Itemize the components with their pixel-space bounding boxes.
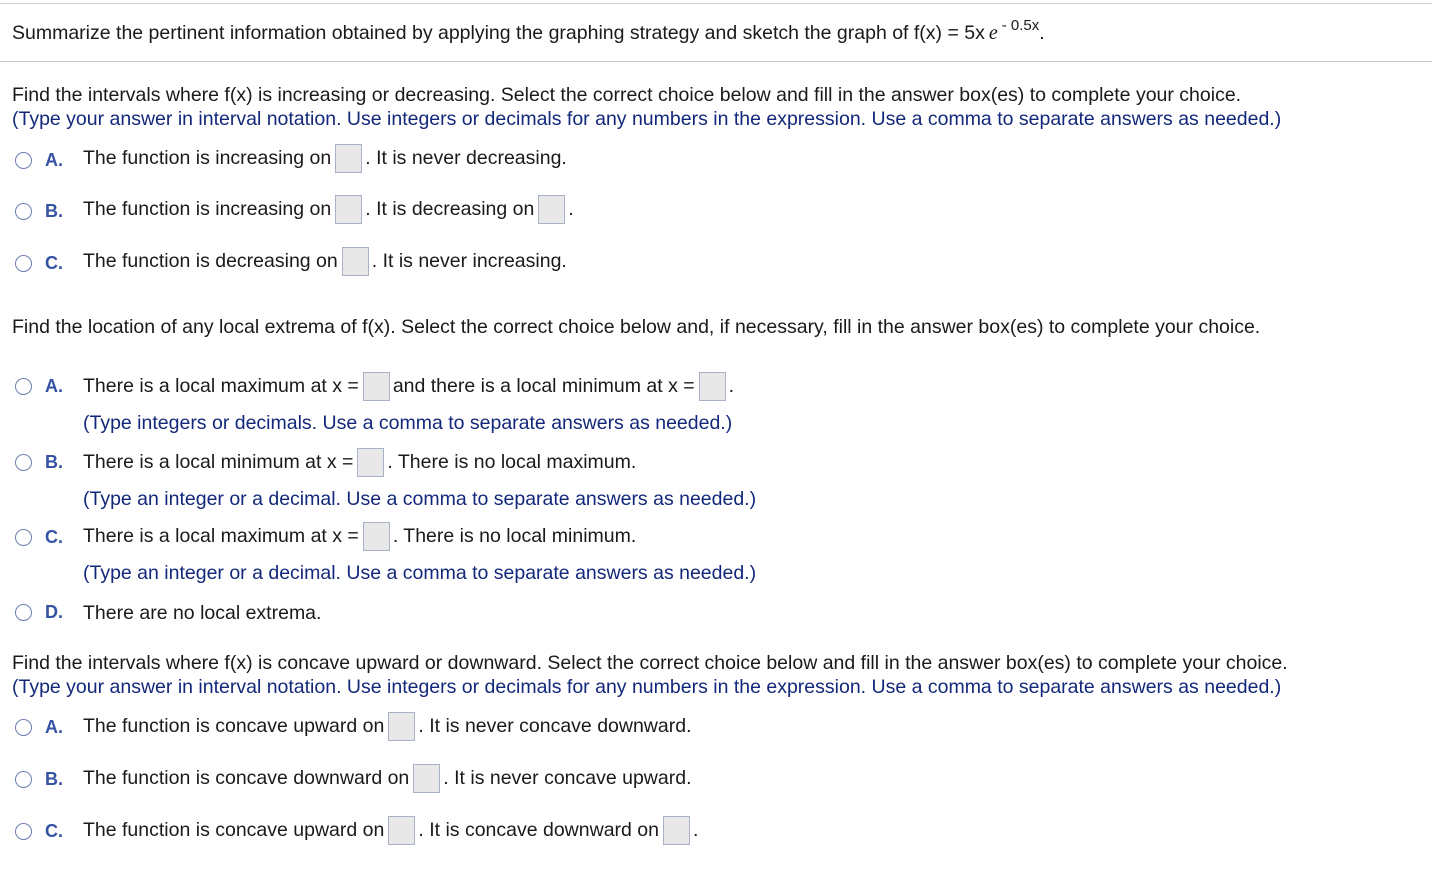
choice-line [83, 522, 636, 551]
choice-letter: A. [45, 376, 63, 396]
q2-prompt: Find the location of any local extrema of f(x). Select the correct choice below and, if necessary, fill in the answer box(es) to complete your choice. [12, 316, 1261, 338]
q3-choice-c-radio[interactable] [15, 823, 32, 840]
q2-b-hint: (Type an integer or a decimal. Use a comma to separate answers as needed.) [83, 488, 757, 510]
choice-text: The function is increasing on [83, 147, 332, 169]
problem-statement [12, 17, 1045, 45]
choice-line [83, 764, 692, 793]
choice-letter: C. [45, 253, 63, 273]
q2-c-hint: (Type an integer or a decimal. Use a comma to separate answers as needed.) [83, 562, 757, 584]
choice-line [83, 247, 567, 276]
choice-letter: C. [45, 821, 63, 841]
q1-c-decreasing-input[interactable] [342, 247, 369, 276]
problem-statement-text: Summarize the pertinent information obtained by applying the graphing strategy and sketch the graph of f(x) = 5x [12, 22, 985, 44]
choice-text: . It is never concave upward. [443, 767, 692, 789]
choice-letter: D. [45, 602, 63, 622]
top-border [0, 3, 1432, 4]
q1-prompt: Find the intervals where f(x) is increasing or decreasing. Select the correct choice below and fill in the answer box(es) to complete your choice. [12, 84, 1242, 106]
euler-e-symbol: e [988, 22, 998, 44]
choice-letter: B. [45, 452, 63, 472]
choice-text: There is a local maximum at x = [83, 525, 359, 547]
choice-text: The function is decreasing on [83, 250, 338, 272]
choice-text: and there is a local minimum at x = [392, 375, 695, 397]
choice-text: The function is concave upward on [83, 819, 385, 841]
choice-text: . It is never decreasing. [365, 147, 567, 169]
q3-hint: (Type your answer in interval notation. Use integers or decimals for any numbers in the expression. Use a comma to separate answers as needed.) [12, 676, 1282, 698]
q3-a-upward-input[interactable] [388, 712, 415, 741]
q2-b-minimum-input[interactable] [357, 448, 384, 477]
choice-text: The function is increasing on [83, 198, 332, 220]
choice-line [83, 448, 636, 477]
header-divider [0, 61, 1432, 62]
choice-text: The function is concave upward on [83, 715, 385, 737]
q1-a-increasing-input[interactable] [335, 144, 362, 173]
choice-letter: B. [45, 769, 63, 789]
choice-text: There is a local minimum at x = [83, 451, 354, 473]
problem-statement-period: . [1039, 22, 1045, 44]
choice-text: . [728, 375, 735, 397]
choice-text: There are no local extrema. [83, 602, 322, 624]
choice-text: The function is concave downward on [83, 767, 410, 789]
q1-b-decreasing-input[interactable] [538, 195, 565, 224]
choice-line [83, 195, 574, 224]
choice-text: . It is never concave downward. [418, 715, 692, 737]
choice-line [83, 712, 692, 741]
choice-text: . It is concave downward on [418, 819, 659, 841]
q2-choice-b-radio[interactable] [15, 454, 32, 471]
q3-c-upward-input[interactable] [388, 816, 415, 845]
q2-choice-a-radio[interactable] [15, 378, 32, 395]
q2-c-maximum-input[interactable] [363, 522, 390, 551]
q2-choice-d-radio[interactable] [15, 604, 32, 621]
choice-text: . There is no local minimum. [392, 525, 637, 547]
q3-b-downward-input[interactable] [413, 764, 440, 793]
choice-line [83, 816, 698, 845]
q1-hint: (Type your answer in interval notation. Use integers or decimals for any numbers in the expression. Use a comma to separate answers as needed.) [12, 108, 1282, 130]
choice-text: . [693, 819, 699, 841]
q1-b-increasing-input[interactable] [335, 195, 362, 224]
q2-choice-c-radio[interactable] [15, 529, 32, 546]
choice-letter: A. [45, 150, 63, 170]
choice-line [83, 602, 321, 625]
choice-letter: C. [45, 527, 63, 547]
choice-text: . [568, 198, 574, 220]
choice-letter: A. [45, 717, 63, 737]
q2-a-hint: (Type integers or decimals. Use a comma to separate answers as needed.) [83, 412, 733, 434]
q3-prompt: Find the intervals where f(x) is concave upward or downward. Select the correct choice below and fill in the answer box(es) to complete your choice. [12, 652, 1288, 674]
choice-line [83, 372, 734, 401]
q1-choice-b-radio[interactable] [15, 203, 32, 220]
choice-line [83, 144, 567, 173]
q3-c-downward-input[interactable] [663, 816, 690, 845]
choice-text: . It is decreasing on [365, 198, 535, 220]
choice-text: There is a local maximum at x = [83, 375, 359, 397]
q2-a-minimum-input[interactable] [699, 372, 726, 401]
q1-choice-c-radio[interactable] [15, 255, 32, 272]
q2-a-maximum-input[interactable] [363, 372, 390, 401]
choice-letter: B. [45, 201, 63, 221]
choice-text: . It is never increasing. [371, 250, 567, 272]
exponent: - 0.5x [1001, 17, 1040, 34]
q3-choice-b-radio[interactable] [15, 771, 32, 788]
q1-choice-a-radio[interactable] [15, 152, 32, 169]
q3-choice-a-radio[interactable] [15, 719, 32, 736]
choice-text: . There is no local maximum. [387, 451, 637, 473]
